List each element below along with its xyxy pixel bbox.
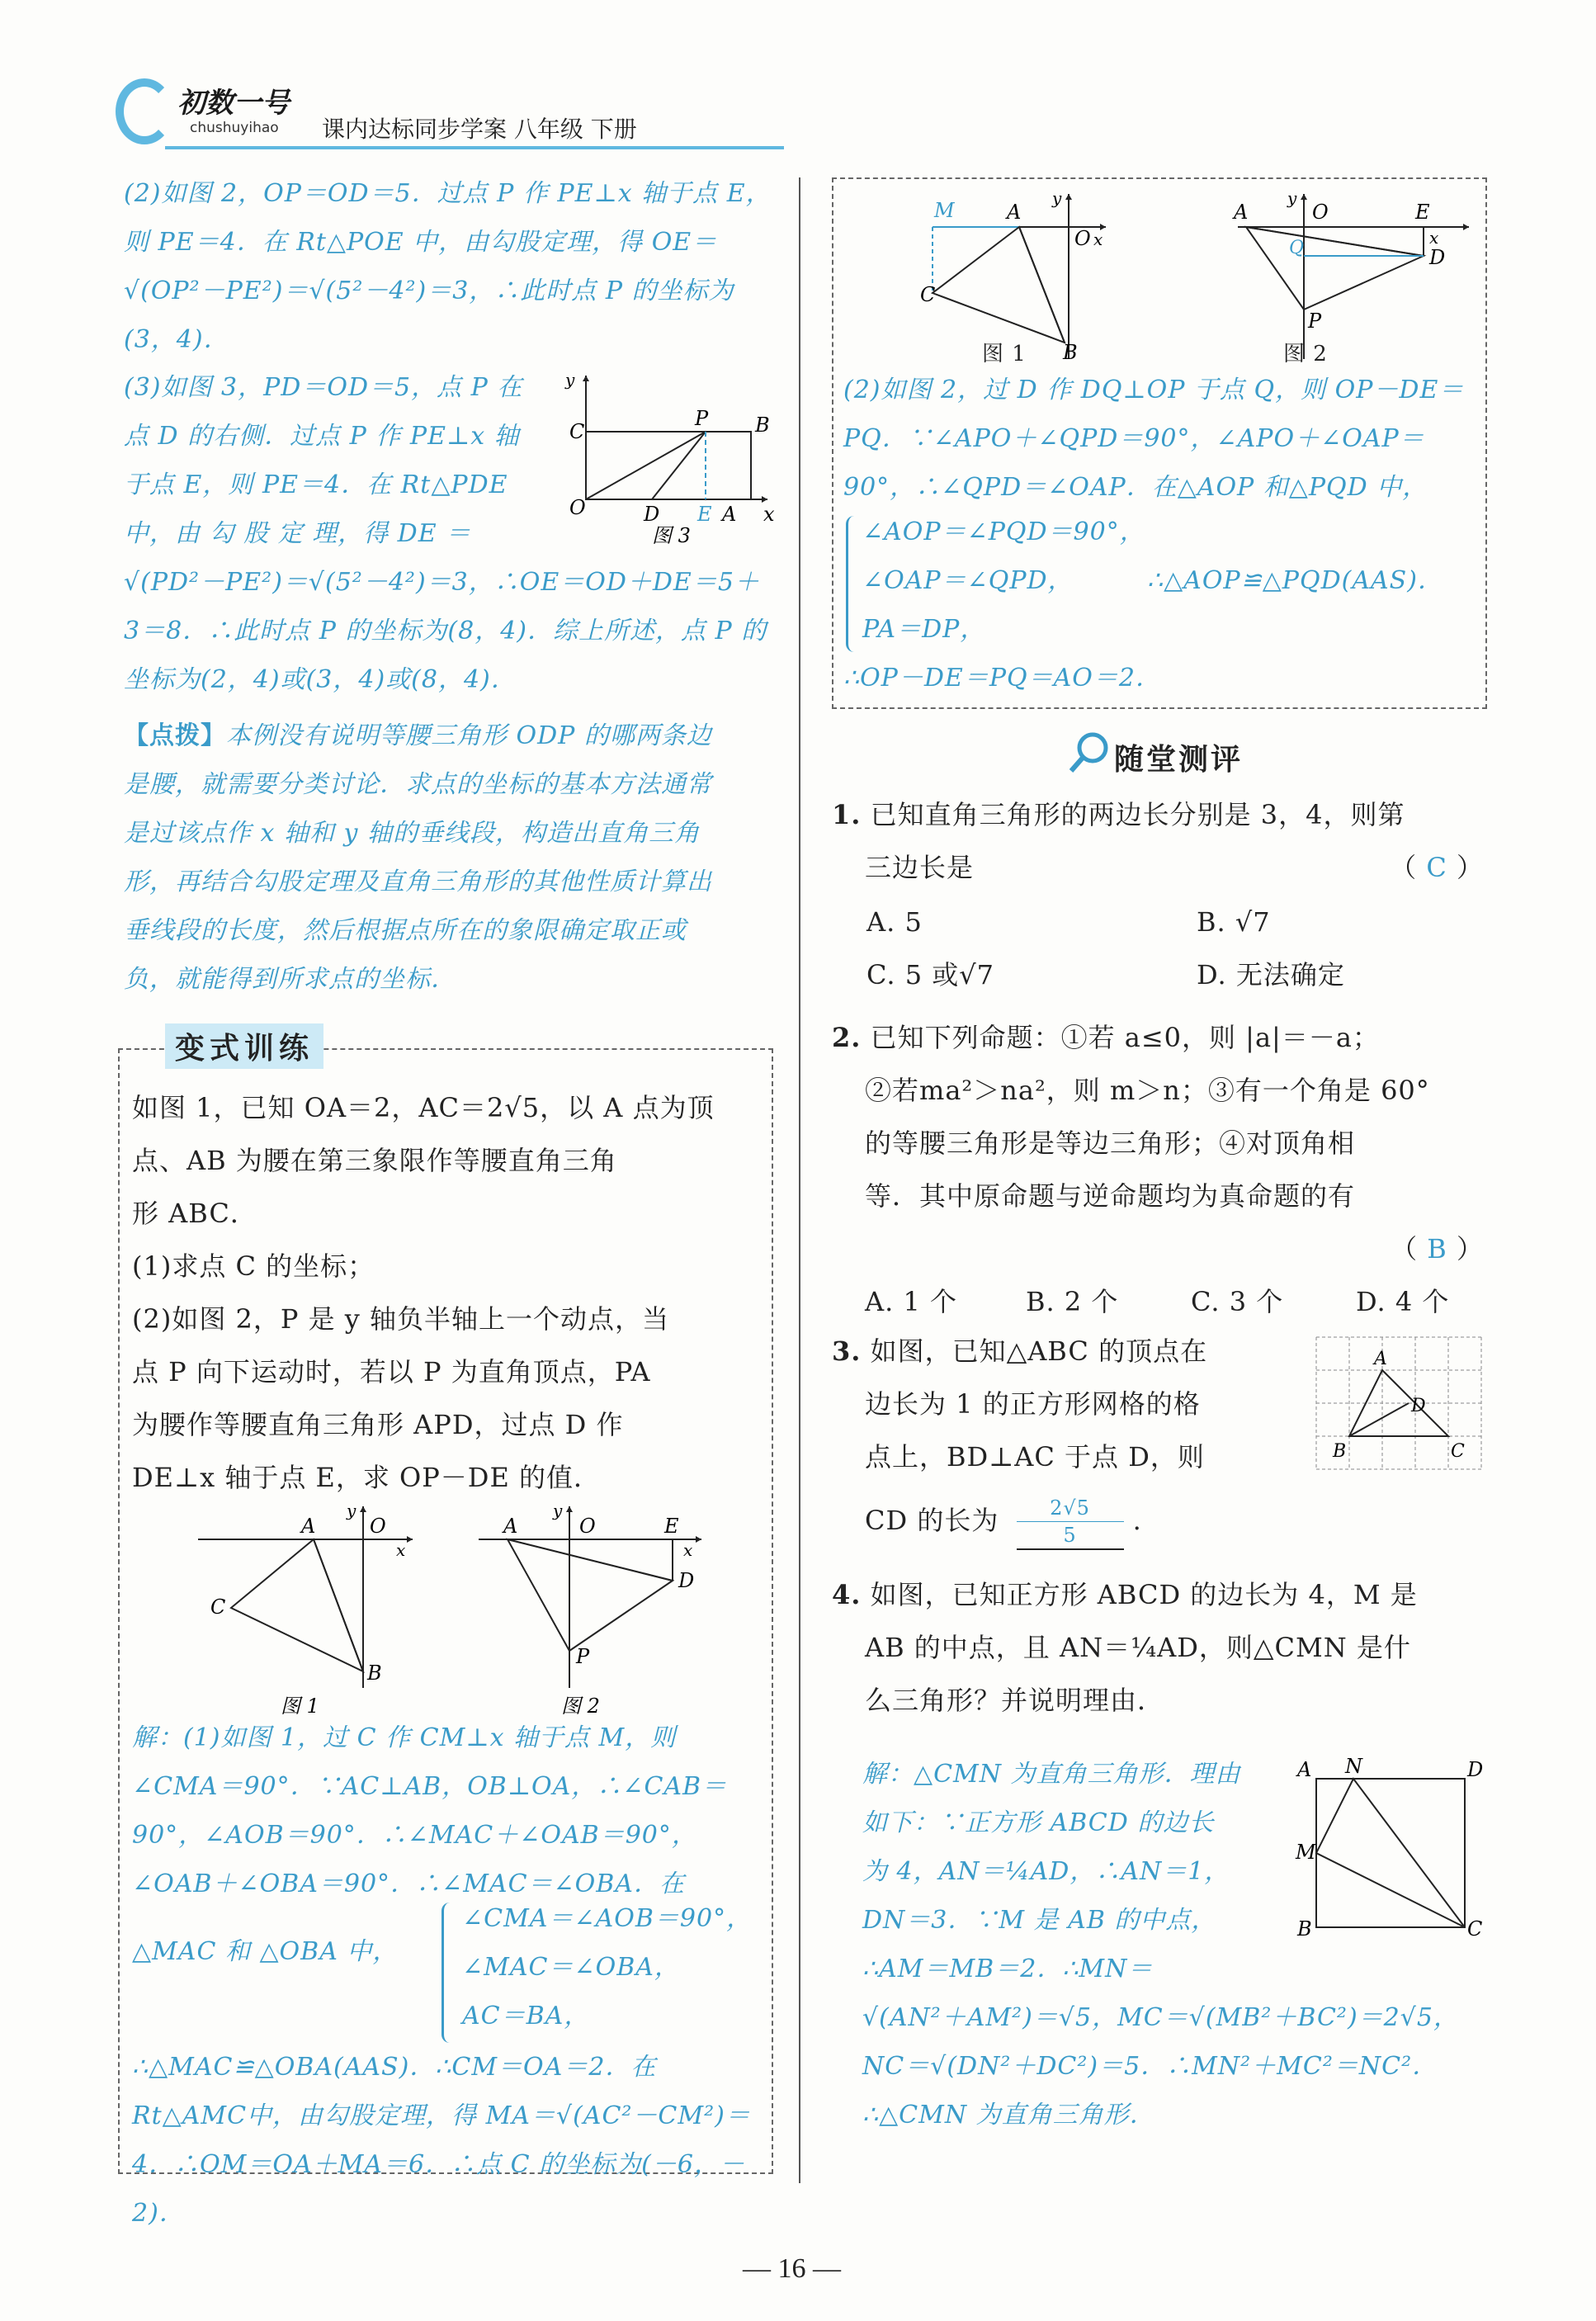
svg-text:O: O bbox=[1074, 227, 1091, 250]
text-line: ∠CMA＝∠AOB＝90°， bbox=[462, 1904, 753, 1933]
svg-text:A: A bbox=[503, 1515, 518, 1538]
right-figure-2 bbox=[1213, 186, 1477, 367]
svg-text:E: E bbox=[664, 1515, 679, 1538]
brace-icon bbox=[441, 1903, 460, 2043]
figure-caption: 图 2 bbox=[561, 1695, 600, 1718]
svg-text:x: x bbox=[1093, 229, 1103, 249]
brace-result: ∴△AOP≌△PQD(AAS)． bbox=[1147, 566, 1443, 595]
question-stem: 已知下列命题：①若 a≤0，则 |a|＝－a； bbox=[870, 1022, 1380, 1053]
svg-text:B: B bbox=[367, 1662, 382, 1685]
svg-text:A: A bbox=[1297, 1758, 1312, 1781]
logo-title: 初数一号 bbox=[177, 87, 290, 120]
option: C. 5 或√7 bbox=[866, 959, 994, 990]
answer: B bbox=[1427, 1233, 1447, 1264]
svg-text:A: A bbox=[1374, 1349, 1387, 1369]
svg-text:O: O bbox=[569, 496, 586, 519]
option: D. 无法确定 bbox=[1197, 959, 1345, 990]
text-line: 90°，∠AOB＝90°．∴∠MAC＋∠OAB＝90°， bbox=[132, 1821, 697, 1850]
question-3 bbox=[832, 1325, 1294, 1483]
svg-text:x: x bbox=[683, 1540, 693, 1560]
text-line: 负，就能得到所求点的坐标． bbox=[124, 965, 456, 994]
text-line: PQ．∵∠APO＋∠QPD＝90°，∠APO＋∠OAP＝ bbox=[843, 424, 1425, 453]
text-line: 点 P 向下运动时，若以 P 为直角顶点，PA bbox=[132, 1356, 651, 1387]
svg-text:M: M bbox=[934, 199, 955, 222]
logo-icon bbox=[116, 78, 173, 144]
text-line: 边长为 1 的正方形网格的格 bbox=[865, 1388, 1201, 1420]
svg-text:O: O bbox=[370, 1515, 386, 1538]
q4-solution bbox=[862, 1750, 1275, 1993]
question-stem: 如图，已知△ABC 的顶点在 bbox=[870, 1335, 1208, 1367]
header-subtitle: 课内达标同步学案 八年级 下册 bbox=[322, 116, 637, 143]
svg-text:D: D bbox=[678, 1569, 695, 1592]
answer-bracket: （ B ） bbox=[1391, 1233, 1484, 1264]
options-row bbox=[866, 948, 1477, 1001]
text-line: ∠AOP＝∠PQD＝90°， bbox=[862, 518, 1145, 546]
text-line: 么三角形？并说明理由． bbox=[865, 1685, 1165, 1716]
text-line: (3，4)． bbox=[124, 325, 229, 354]
text-line bbox=[832, 1568, 1484, 1621]
text-line: (2)如图 2，OP＝OD＝5．过点 P 作 PE⊥x 轴于点 E， bbox=[124, 179, 772, 208]
figure-3 bbox=[561, 367, 784, 549]
svg-text:P: P bbox=[695, 407, 709, 430]
text-line: (1)求点 C 的坐标； bbox=[132, 1250, 375, 1282]
text-line: 3＝8．∴此时点 P 的坐标为(8，4)．综上所述，点 P 的 bbox=[124, 617, 767, 645]
text-line: 点、AB 为腰在第三象限作等腰直角三角 bbox=[132, 1145, 617, 1176]
option: C. 3 个 bbox=[1191, 1286, 1284, 1317]
question-number: 1. bbox=[832, 799, 862, 830]
text-line: √(AN²＋AM²)＝√5，MC＝√(MB²＋BC²)＝2√5， bbox=[862, 2003, 1459, 2032]
column-divider bbox=[799, 177, 800, 2183]
svg-text:x: x bbox=[396, 1540, 406, 1560]
tip-block bbox=[124, 711, 776, 1004]
page-number: — 16 — bbox=[743, 2253, 841, 2284]
text-line: ∴△CMN 为直角三角形． bbox=[862, 2101, 1155, 2130]
text-line bbox=[124, 711, 776, 760]
svg-text:A: A bbox=[722, 503, 737, 526]
answer-fraction bbox=[1017, 1495, 1124, 1550]
text-line: 4．∴OM＝OA＋MA＝6．∴点 C 的坐标为(－6，－2)． bbox=[132, 2150, 745, 2228]
option: D. 4 个 bbox=[1356, 1286, 1450, 1317]
text-line: 形，再结合勾股定理及直角三角形的其他性质计算出 bbox=[124, 867, 712, 896]
svg-text:E: E bbox=[697, 503, 712, 526]
svg-text:C: C bbox=[210, 1595, 226, 1619]
q3-grid-figure bbox=[1312, 1333, 1485, 1482]
variant-figure-1 bbox=[190, 1498, 421, 1721]
option: B. 2 个 bbox=[1026, 1286, 1119, 1317]
text-line: 为腰作等腰直角三角形 APD，过点 D 作 bbox=[132, 1409, 624, 1440]
text-line: 解：(1)如图 1，过 C 作 CM⊥x 轴于点 M，则 bbox=[132, 1723, 677, 1752]
text-line: AB 的中点，且 AN＝¼AD，则△CMN 是什 bbox=[865, 1632, 1411, 1663]
answer-bracket: （ C ） bbox=[1390, 852, 1484, 883]
question-1 bbox=[832, 788, 1484, 894]
text-line: AC＝BA， bbox=[462, 2002, 590, 2030]
svg-text:y: y bbox=[565, 370, 575, 390]
tip-text: 本例没有说明等腰三角形 ODP 的哪两条边 bbox=[226, 721, 712, 750]
variant-title: 变式训练 bbox=[165, 1023, 323, 1069]
svg-text:B: B bbox=[1333, 1441, 1347, 1462]
svg-text:C: C bbox=[1451, 1441, 1465, 1462]
text-line: ②若ma²＞na²，则 m＞n；③有一个角是 60° bbox=[865, 1075, 1430, 1106]
svg-text:x: x bbox=[1429, 228, 1439, 248]
text-line: 中，由 勾 股 定 理，得 DE ＝ bbox=[124, 519, 472, 548]
svg-text:B: B bbox=[755, 414, 770, 437]
svg-text:O: O bbox=[579, 1515, 596, 1538]
text-line: 则 PE＝4．在 Rt△POE 中，由勾股定理，得 OE＝ bbox=[124, 228, 718, 257]
tip-label: 【点拨】 bbox=[124, 721, 226, 750]
figure-caption: 图 1 bbox=[281, 1695, 319, 1718]
header-rule bbox=[165, 146, 784, 149]
text-line: 形 ABC． bbox=[132, 1198, 257, 1229]
question-4 bbox=[832, 1568, 1484, 1727]
text-line: 的等腰三角形是等边三角形；④对顶角相 bbox=[865, 1127, 1356, 1159]
text-line: (2)如图 2，过 D 作 DQ⊥OP 于点 Q，则 OP－DE＝ bbox=[843, 376, 1465, 404]
svg-text:M: M bbox=[1296, 1841, 1316, 1864]
answer: C bbox=[1426, 852, 1447, 883]
text-line: 如图 1，已知 OA＝2，AC＝2√5，以 A 点为顶 bbox=[132, 1092, 715, 1123]
question-stem: 三边长是 bbox=[865, 852, 975, 883]
text-line: 是过该点作 x 轴和 y 轴的垂线段，构造出直角三角 bbox=[124, 819, 701, 848]
variant-solution-end bbox=[132, 2043, 767, 2238]
variant-figure-2 bbox=[470, 1498, 718, 1721]
text-line bbox=[832, 788, 1484, 841]
brace-content bbox=[462, 1894, 759, 2040]
variant-solution bbox=[132, 1714, 759, 1908]
q3-answer-line: CD 的长为 $\frac{2√5}{5}$ . bbox=[865, 1494, 1277, 1550]
text-line: Rt△AMC中，由勾股定理，得 MA＝√(AC²－CM²)＝ bbox=[132, 2101, 751, 2130]
logo-pinyin: chushuyihao bbox=[190, 120, 279, 136]
text-line: 解：△CMN 为直角三角形．理由 bbox=[862, 1760, 1241, 1789]
svg-text:y: y bbox=[1287, 188, 1297, 208]
q4-solution-cont bbox=[862, 1993, 1490, 2139]
text-line: ∴OP－DE＝PQ＝AO＝2． bbox=[843, 664, 1161, 693]
text-line bbox=[832, 841, 1484, 894]
options-row bbox=[832, 1275, 1484, 1328]
svg-text:C: C bbox=[920, 283, 936, 306]
text-line: NC＝√(DN²＋DC²)＝5．∴MN²＋MC²＝NC²． bbox=[862, 2052, 1438, 2081]
option: B. √7 bbox=[1197, 906, 1271, 938]
text-line: 90°，∴∠QPD＝∠OAP．在△AOP 和△PQD 中， bbox=[843, 473, 1428, 502]
option: A. 1 个 bbox=[865, 1286, 957, 1317]
question-2 bbox=[832, 1011, 1484, 1328]
svg-text:P: P bbox=[576, 1645, 590, 1668]
section-title: 随堂测评 bbox=[1114, 743, 1244, 777]
option: A. 5 bbox=[866, 906, 923, 938]
text-line: 等．其中原命题与逆命题均为真命题的有 bbox=[865, 1180, 1356, 1212]
svg-text:D: D bbox=[1467, 1758, 1484, 1781]
options-row bbox=[866, 896, 1477, 948]
svg-text:A: A bbox=[1234, 201, 1249, 224]
text-line bbox=[832, 1325, 1294, 1378]
solution-part3 bbox=[124, 363, 569, 558]
text-line: ∠MAC＝∠OBA， bbox=[462, 1953, 680, 1982]
answer-denominator: 5 bbox=[1063, 1524, 1077, 1547]
question-stem: 如图，已知正方形 ABCD 的边长为 4，M 是 bbox=[870, 1579, 1418, 1610]
svg-text:D: D bbox=[1411, 1396, 1426, 1416]
figure-caption: 图 2 bbox=[1283, 342, 1328, 366]
text-line: 垂线段的长度，然后根据点所在的象限确定取正或 bbox=[124, 916, 687, 945]
text-line: ∠OAB＋∠OBA＝90°．∴∠MAC＝∠OBA．在 bbox=[132, 1870, 685, 1898]
solution-part2-right bbox=[843, 366, 1479, 512]
brace-content bbox=[862, 508, 1159, 654]
svg-text:N: N bbox=[1345, 1758, 1362, 1778]
solution-part2 bbox=[124, 169, 776, 364]
svg-text:D: D bbox=[1429, 246, 1446, 269]
text-line: 如下：∵正方形 ABCD 的边长 bbox=[862, 1808, 1215, 1837]
svg-text:Q: Q bbox=[1289, 238, 1305, 258]
figure-caption: 图 3 bbox=[652, 524, 691, 547]
svg-text:B: B bbox=[1297, 1917, 1312, 1940]
svg-text:C: C bbox=[1467, 1917, 1483, 1940]
text-line: 点 D 的右侧．过点 P 作 PE⊥x 轴 bbox=[124, 422, 520, 451]
brace-prefix: △MAC 和 △OBA 中， bbox=[132, 1937, 399, 1966]
svg-text:x: x bbox=[763, 503, 775, 526]
text-line bbox=[832, 1011, 1484, 1064]
text-line: ∴△MAC≌△OBA(AAS)．∴CM＝OA＝2．在 bbox=[132, 2053, 657, 2082]
text-line: ∠CMA＝90°．∵AC⊥AB，OB⊥OA，∴∠CAB＝ bbox=[132, 1772, 728, 1801]
q4-square-figure bbox=[1287, 1758, 1485, 1956]
figure-caption: 图 1 bbox=[982, 342, 1027, 366]
question-stem: 已知直角三角形的两边长分别是 3，4，则第 bbox=[870, 799, 1405, 830]
svg-text:P: P bbox=[1308, 310, 1322, 333]
variant-problem bbox=[132, 1081, 759, 1504]
svg-text:D: D bbox=[644, 503, 660, 526]
text-line: 是腰，就需要分类讨论．求点的坐标的基本方法通常 bbox=[124, 770, 712, 799]
svg-text:E: E bbox=[1415, 201, 1430, 224]
question-number: 4. bbox=[832, 1579, 862, 1610]
text-line: √(OP²－PE²)＝√(5²－4²)＝3，∴此时点 P 的坐标为 bbox=[124, 277, 734, 305]
svg-text:C: C bbox=[569, 420, 585, 443]
solution-part3-cont bbox=[124, 558, 776, 704]
text-line: DE⊥x 轴于点 E，求 OP－DE 的值． bbox=[132, 1462, 601, 1493]
text-line: DN＝3．∵M 是 AB 的中点， bbox=[862, 1906, 1217, 1935]
text-line: (3)如图 3，PD＝OD＝5，点 P 在 bbox=[124, 373, 523, 402]
text-line: 为 4，AN＝¼AD，∴AN＝1， bbox=[862, 1857, 1230, 1886]
text-line: (2)如图 2，P 是 y 轴负半轴上一个动点，当 bbox=[132, 1303, 669, 1335]
question-number: 2. bbox=[832, 1022, 862, 1053]
text-line: PA＝DP， bbox=[862, 615, 986, 644]
svg-text:y: y bbox=[1052, 188, 1062, 208]
magnifier-icon bbox=[1065, 728, 1114, 778]
svg-text:O: O bbox=[1312, 201, 1329, 224]
text-line: 点上，BD⊥AC 于点 D，则 bbox=[865, 1441, 1205, 1472]
text-line: ∠OAP＝∠QPD， bbox=[862, 566, 1074, 595]
svg-text:A: A bbox=[301, 1515, 316, 1538]
text-line: ∴AM＝MB＝2．∴MN＝ bbox=[862, 1955, 1154, 1983]
text-line: 坐标为(2，4)或(3，4)或(8，4)． bbox=[124, 665, 517, 694]
q1-options bbox=[866, 896, 1477, 1001]
text-line: CD 的长为 bbox=[865, 1505, 999, 1536]
answer-numerator: 2√5 bbox=[1017, 1495, 1124, 1522]
svg-text:B: B bbox=[1063, 341, 1078, 364]
page-header bbox=[116, 78, 677, 153]
question-number: 3. bbox=[832, 1335, 862, 1367]
svg-text:y: y bbox=[347, 1501, 357, 1520]
svg-text:A: A bbox=[1007, 201, 1022, 224]
svg-text:y: y bbox=[553, 1501, 563, 1520]
text-line: √(PD²－PE²)＝√(5²－4²)＝3，∴OE＝OD＋DE＝5＋ bbox=[124, 568, 760, 597]
text-line: 于点 E，则 PE＝4．在 Rt△PDE bbox=[124, 470, 508, 499]
